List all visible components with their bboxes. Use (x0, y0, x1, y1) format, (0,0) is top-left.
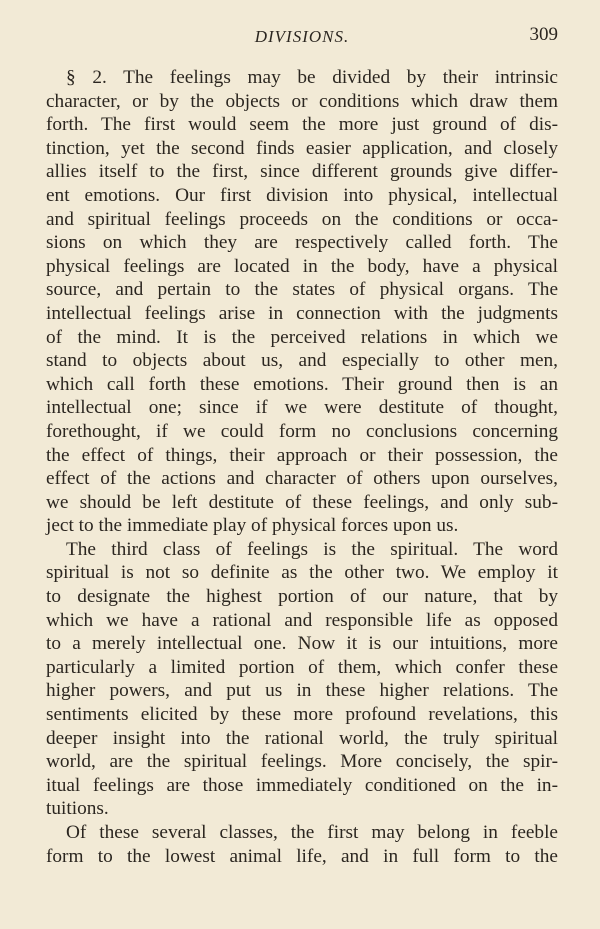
text-line: The third class of feelings is the spiritual. The word (66, 538, 558, 560)
text-line: physical feelings are located in the body, have a physical (46, 255, 558, 277)
text-line: ject to the immediate play of physical forces upon us. (46, 515, 459, 537)
text-line: particularly a limited portion of them, which confer these (46, 656, 558, 678)
text-line: tinction, yet the second finds easier application, and closely (46, 137, 558, 159)
text-line: character, or by the objects or conditions which draw them (46, 90, 558, 112)
text-line: form to the lowest animal life, and in full form to the (46, 845, 558, 867)
paragraph (46, 66, 558, 538)
text-line: we should be left destitute of these feelings, and only sub- (46, 491, 558, 513)
text-line: of the mind. It is the perceived relations in which we (46, 326, 558, 348)
text-line: sions on which they are respectively called forth. The (46, 232, 558, 254)
text-line: spiritual is not so definite as the other two. We employ it (46, 562, 558, 584)
text-line: deeper insight into the rational world, the truly spiritual (46, 727, 558, 749)
paragraph (46, 538, 558, 821)
text-line: sentiments elicited by these more profound revelations, this (46, 704, 558, 726)
text-line: which we have a rational and responsible life as opposed (46, 609, 558, 631)
text-line: source, and pertain to the states of physical organs. The (46, 279, 558, 301)
text-line: higher powers, and put us in these higher relations. The (46, 680, 558, 702)
text-line: forethought, if we could form no conclusions concerning (46, 420, 558, 442)
text-line: allies itself to the first, since different grounds give differ- (46, 161, 558, 183)
text-line: to designate the highest portion of our nature, that by (46, 586, 558, 608)
text-line: which call forth these emotions. Their ground then is an (46, 373, 558, 395)
text-line: Of these several classes, the first may belong in feeble (66, 822, 558, 843)
text-line: forth. The first would seem the more just ground of dis- (46, 114, 558, 136)
text-line: to a merely intellectual one. Now it is our intuitions, more (46, 633, 558, 655)
text-line: intellectual one; since if we were destitute of thought, (46, 397, 558, 419)
text-line: ent emotions. Our first division into physical, intellectual (46, 184, 558, 206)
text-line: itual feelings are those immediately conditioned on the in- (46, 774, 558, 796)
page-header (46, 24, 558, 50)
text-line: and spiritual feelings proceeds on the conditions or occa- (46, 208, 558, 230)
text-line: the effect of things, their approach or their possession, the (46, 444, 558, 466)
page-number: 309 (529, 24, 558, 45)
page-body (46, 66, 558, 868)
paragraph (46, 821, 558, 868)
text-line: § 2. The feelings may be divided by their intrinsic (66, 67, 558, 88)
text-line: world, are the spiritual feelings. More concisely, the spir- (46, 751, 558, 773)
text-line: effect of the actions and character of others upon ourselves, (46, 468, 558, 490)
running-title: DIVISIONS. (254, 27, 350, 46)
text-line: stand to objects about us, and especially to other men, (46, 350, 558, 372)
text-line: tuitions. (46, 798, 109, 820)
text-line: intellectual feelings arise in connection with the judgments (46, 302, 558, 324)
